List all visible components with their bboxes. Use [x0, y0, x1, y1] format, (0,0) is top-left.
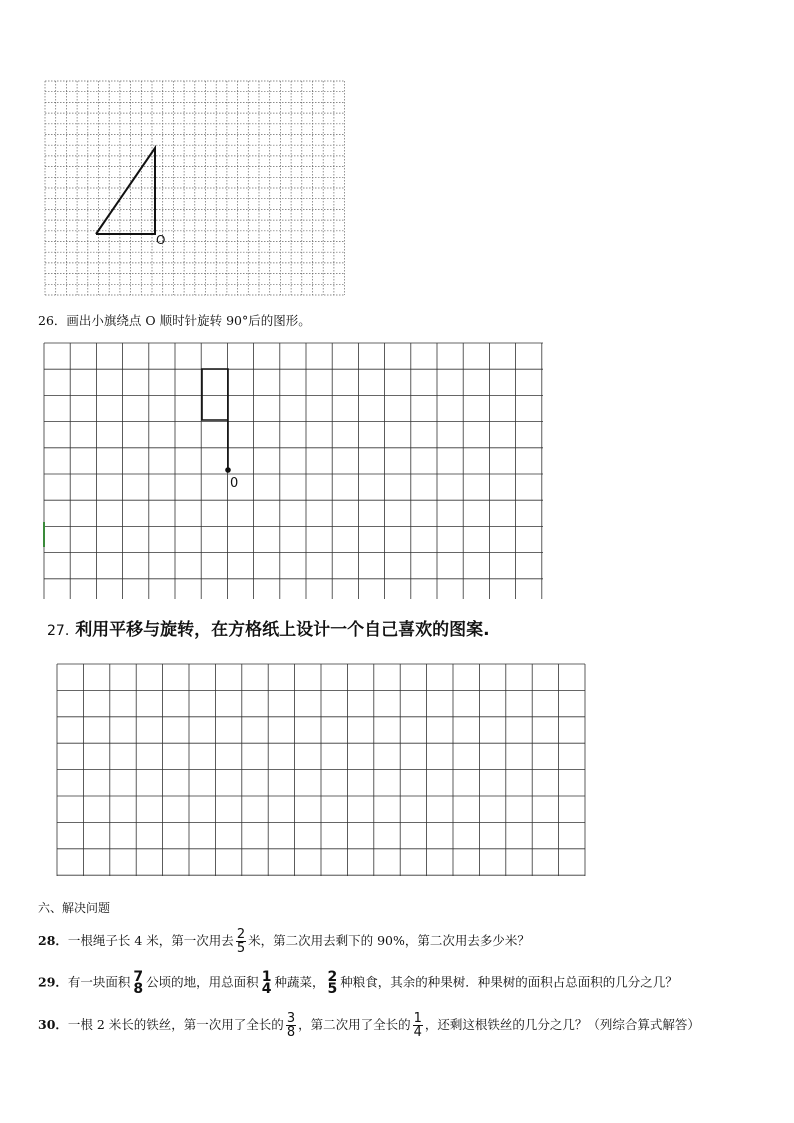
question-number: 30． — [38, 1017, 68, 1032]
fraction — [132, 971, 144, 995]
question-text: 画出小旗绕点 O 顺时针旋转 90°后的图形。 — [66, 313, 311, 328]
fraction — [236, 928, 246, 955]
question-text: 利用平移与旋转，在方格纸上设计一个自己喜欢的图案. — [75, 620, 490, 640]
question-number: 28． — [38, 933, 68, 948]
numerator: 3 — [286, 1011, 296, 1026]
fraction — [326, 971, 338, 995]
denominator: 4 — [413, 1025, 422, 1040]
numerator: 2 — [236, 927, 246, 942]
denominator: 8 — [133, 981, 144, 997]
question-28 — [38, 928, 530, 955]
question-text: 公顷的地，用总面积 — [146, 974, 259, 990]
question-number: 26． — [38, 313, 67, 328]
denominator: 8 — [286, 1025, 296, 1040]
section-title: 六、解决问题 — [38, 901, 111, 915]
numerator: 1 — [261, 969, 272, 985]
question-30 — [38, 1012, 700, 1039]
numerator: 1 — [413, 1011, 422, 1026]
question-text: 种粮食，其余的种果树．种果树的面积占总面积的几分之几？ — [340, 974, 678, 990]
question-text: 有一块面积 — [67, 974, 131, 990]
question-number: 27. — [47, 623, 70, 639]
numerator: 2 — [327, 969, 338, 985]
fraction — [261, 971, 273, 995]
question-text: 米，第二次用去剩下的 90%，第二次用去多少米？ — [248, 933, 530, 948]
point-o-label: O — [156, 233, 166, 247]
question-29 — [38, 971, 678, 995]
question-text: ，第二次用了全长的 — [298, 1017, 411, 1032]
denominator: 5 — [236, 941, 246, 956]
question-text: 一根 2 米长的铁丝，第一次用了全长的 — [67, 1017, 284, 1032]
denominator: 4 — [261, 981, 272, 997]
fraction — [413, 1012, 423, 1039]
point-0-label: 0 — [230, 476, 239, 491]
question-text: 一根绳子长 4 米，第一次用去 — [67, 933, 234, 948]
question-text: 种蔬菜， — [274, 974, 325, 990]
denominator: 5 — [327, 981, 338, 997]
question-text: ，还剩这根铁丝的几分之几？（列综合算式解答） — [424, 1017, 700, 1032]
grid-lines — [57, 664, 585, 876]
question-number: 29． — [38, 974, 68, 990]
numerator: 7 — [133, 969, 144, 985]
fraction — [286, 1012, 296, 1039]
